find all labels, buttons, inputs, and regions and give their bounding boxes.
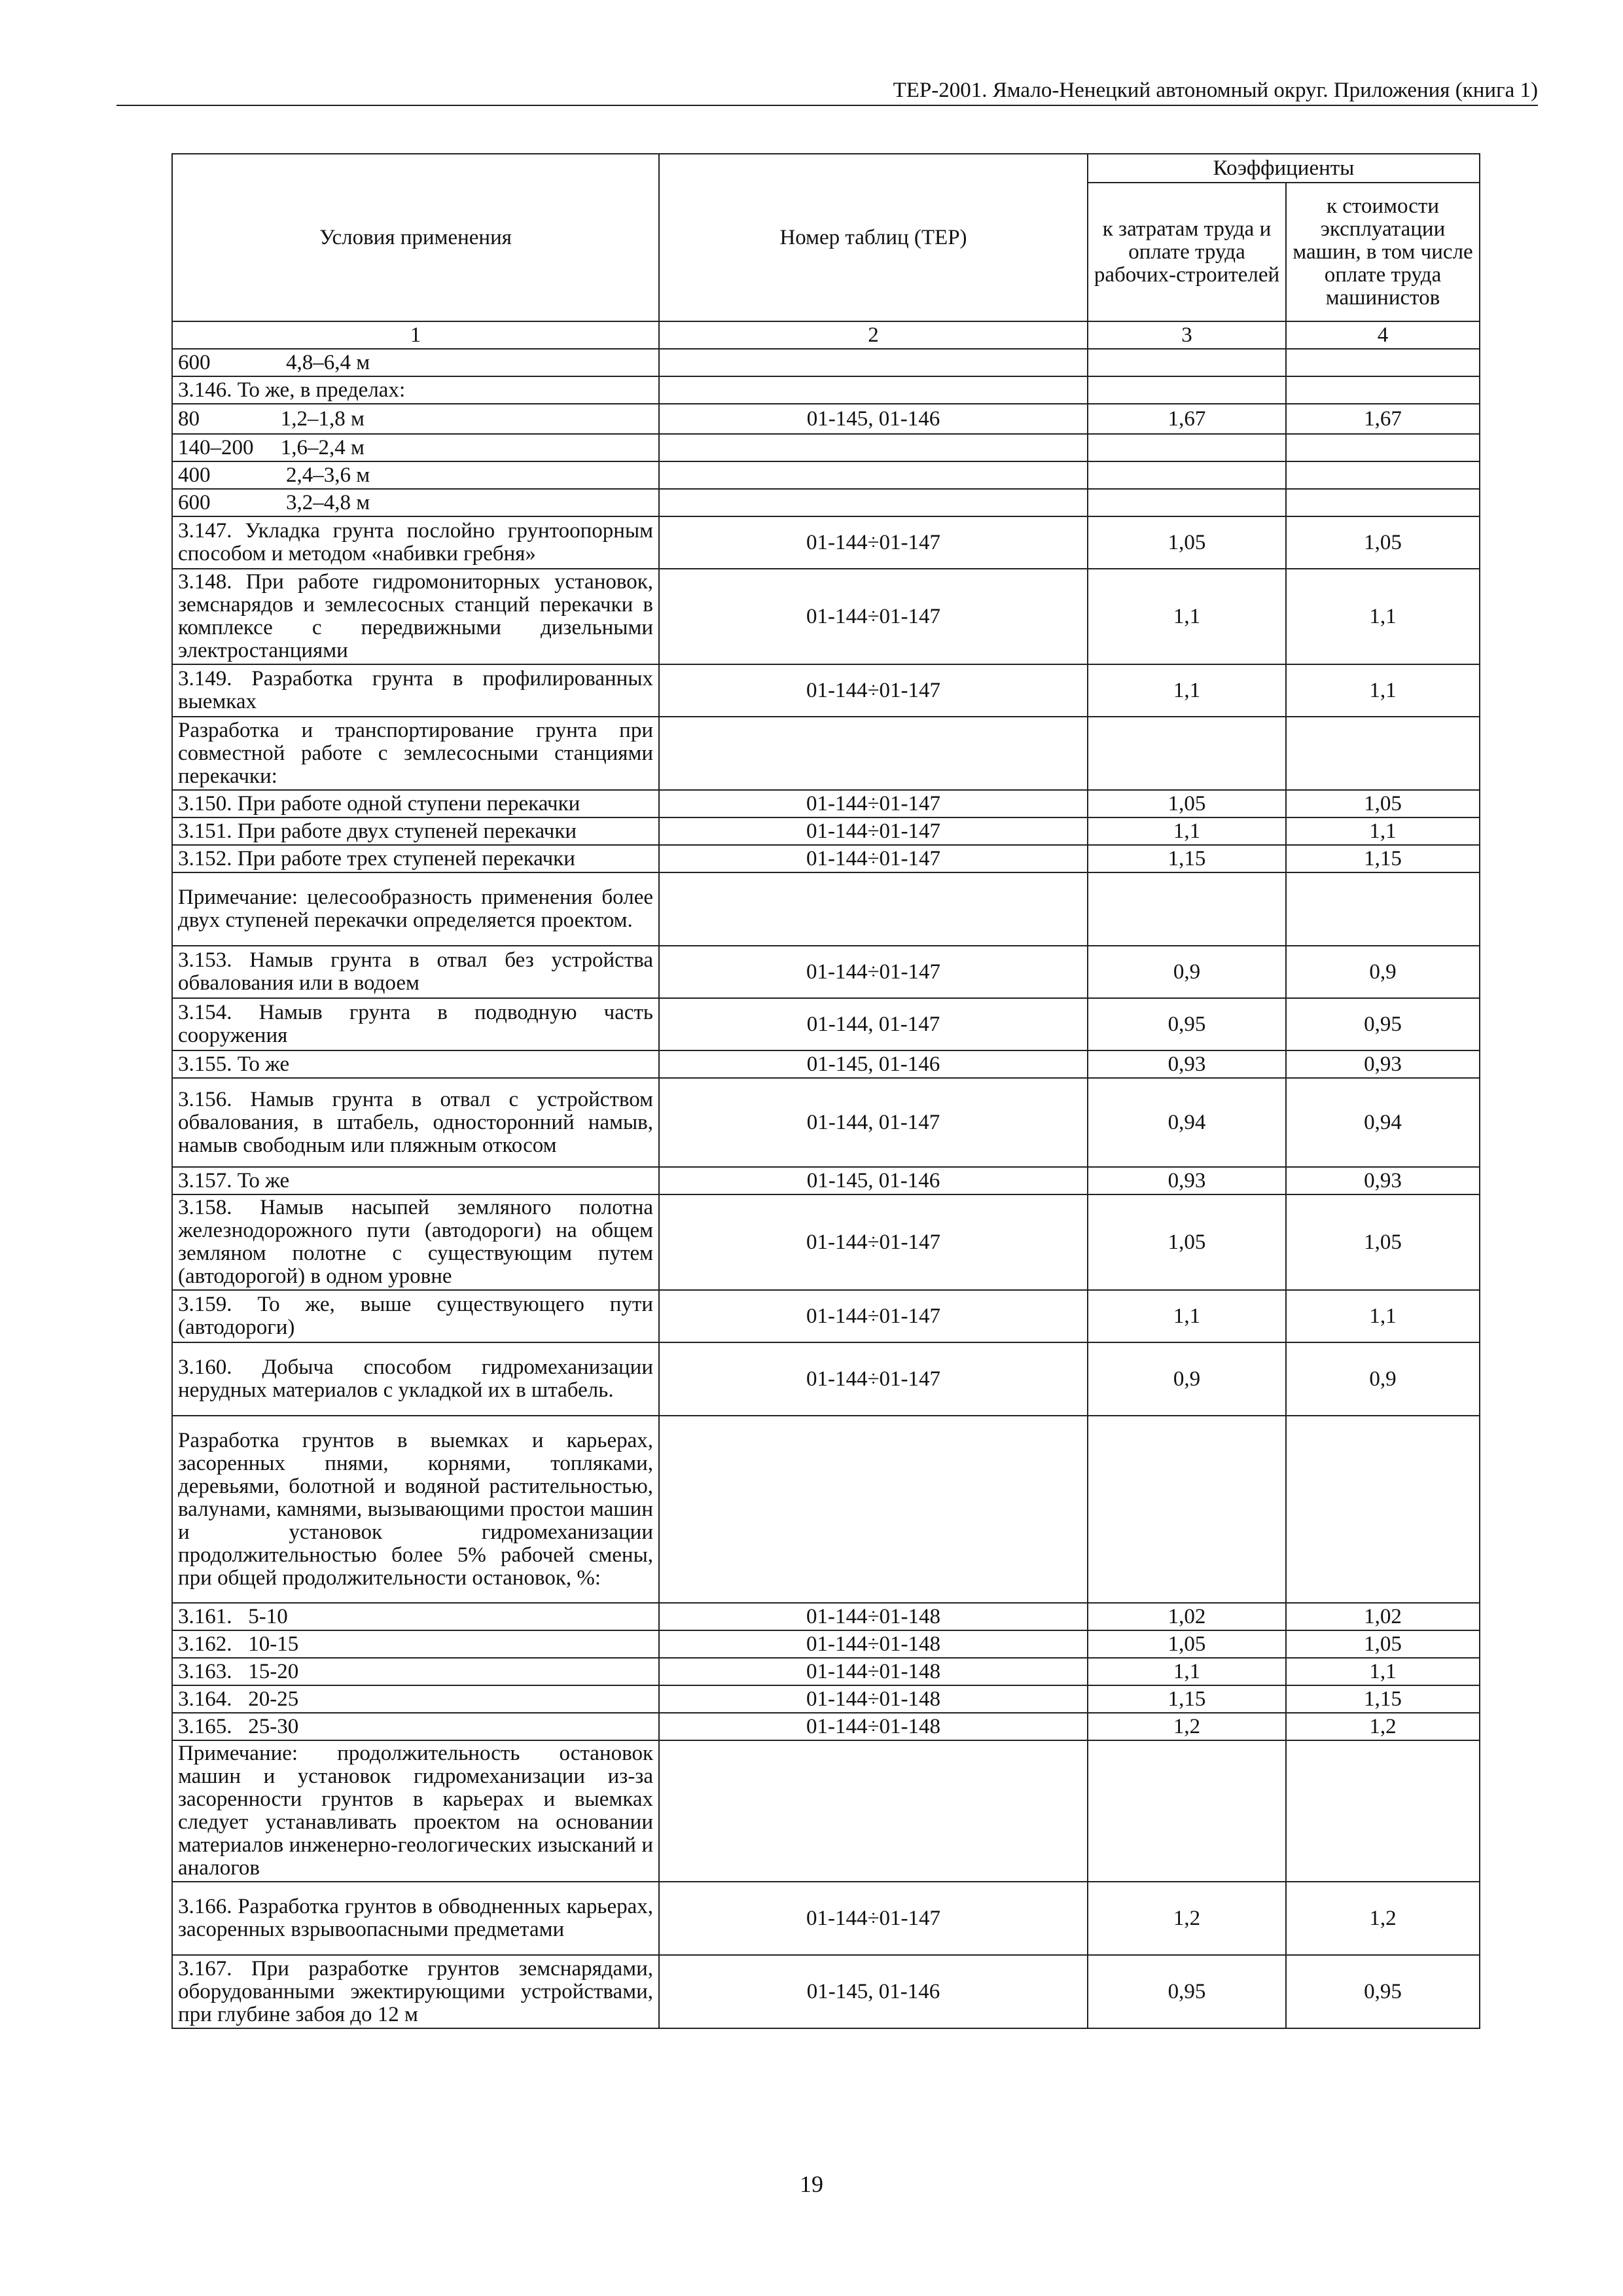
machine-coefficient-cell: 0,95 bbox=[1286, 1955, 1480, 2028]
machine-coefficient-cell: 1,2 bbox=[1286, 1713, 1480, 1740]
condition-cell: 3.159. То же, выше существующего пути (автодороги) bbox=[172, 1290, 659, 1342]
table-number-cell: 01-144÷01-148 bbox=[659, 1685, 1088, 1713]
table-row bbox=[172, 569, 1480, 664]
header-machines: к стоимости эксплуатации машин, в том числе оплате труда машинистов bbox=[1286, 183, 1480, 321]
condition-cell: 3.153. Намыв грунта в отвал без устройства обвалования или в водоем bbox=[172, 946, 659, 998]
table-row bbox=[172, 1194, 1480, 1290]
table-row bbox=[172, 664, 1480, 717]
column-number-1: 1 bbox=[172, 321, 659, 349]
table-number-cell: 01-144÷01-147 bbox=[659, 516, 1088, 569]
machine-coefficient-cell bbox=[1286, 1416, 1480, 1603]
header-coefficients: Коэффициенты bbox=[1088, 154, 1480, 183]
table-row bbox=[172, 376, 1480, 404]
condition-cell: 3.146. То же, в пределах: bbox=[172, 376, 659, 404]
table-number-cell: 01-144÷01-147 bbox=[659, 569, 1088, 664]
labor-coefficient-cell: 1,05 bbox=[1088, 790, 1286, 817]
condition-cell: 3.149. Разработка грунта в профилированных выемках bbox=[172, 664, 659, 717]
table-number-cell: 01-144÷01-147 bbox=[659, 664, 1088, 717]
column-number-4: 4 bbox=[1286, 321, 1480, 349]
labor-coefficient-cell: 1,2 bbox=[1088, 1882, 1286, 1955]
labor-coefficient-cell: 1,02 bbox=[1088, 1603, 1286, 1630]
table-row bbox=[172, 1050, 1480, 1078]
table-row bbox=[172, 998, 1480, 1050]
machine-coefficient-cell: 0,94 bbox=[1286, 1078, 1480, 1167]
labor-coefficient-cell: 1,1 bbox=[1088, 1658, 1286, 1685]
labor-coefficient-cell: 1,1 bbox=[1088, 817, 1286, 845]
machine-coefficient-cell: 1,05 bbox=[1286, 790, 1480, 817]
machine-coefficient-cell bbox=[1286, 717, 1480, 790]
table-row bbox=[172, 1167, 1480, 1194]
table-row bbox=[172, 845, 1480, 872]
labor-coefficient-cell: 1,2 bbox=[1088, 1713, 1286, 1740]
machine-coefficient-cell: 0,93 bbox=[1286, 1167, 1480, 1194]
condition-cell: 3.166. Разработка грунтов в обводненных карьерах, засоренных взрывоопасными предметами bbox=[172, 1882, 659, 1955]
machine-coefficient-cell: 1,05 bbox=[1286, 1194, 1480, 1290]
machine-coefficient-cell: 1,1 bbox=[1286, 1290, 1480, 1342]
condition-cell: 3.148. При работе гидромониторных установок, земснарядов и землесосных станций перекачки в комплексе с передвижными дизельными электростанциями bbox=[172, 569, 659, 664]
table-number-cell: 01-145, 01-146 bbox=[659, 1050, 1088, 1078]
table-row bbox=[172, 461, 1480, 489]
condition-cell: 600 4,8–6,4 м bbox=[172, 349, 659, 376]
table-row bbox=[172, 1342, 1480, 1416]
condition-cell: 600 3,2–4,8 м bbox=[172, 489, 659, 516]
machine-coefficient-cell: 1,15 bbox=[1286, 845, 1480, 872]
labor-coefficient-cell bbox=[1088, 376, 1286, 404]
labor-coefficient-cell bbox=[1088, 434, 1286, 461]
labor-coefficient-cell: 1,1 bbox=[1088, 1290, 1286, 1342]
machine-coefficient-cell: 0,9 bbox=[1286, 1342, 1480, 1416]
condition-cell: Примечание: целесообразность применения более двух ступеней перекачки определяется проектом. bbox=[172, 872, 659, 946]
table-number-cell: 01-144÷01-147 bbox=[659, 1882, 1088, 1955]
table-number-cell: 01-144÷01-148 bbox=[659, 1630, 1088, 1658]
machine-coefficient-cell: 1,2 bbox=[1286, 1882, 1480, 1955]
labor-coefficient-cell: 1,1 bbox=[1088, 569, 1286, 664]
table-row bbox=[172, 349, 1480, 376]
labor-coefficient-cell: 0,93 bbox=[1088, 1167, 1286, 1194]
machine-coefficient-cell: 0,95 bbox=[1286, 998, 1480, 1050]
condition-cell: 3.151. При работе двух ступеней перекачки bbox=[172, 817, 659, 845]
table-number-cell bbox=[659, 1740, 1088, 1882]
condition-cell: 3.163. 15-20 bbox=[172, 1658, 659, 1685]
labor-coefficient-cell: 0,95 bbox=[1088, 998, 1286, 1050]
table-row bbox=[172, 1630, 1480, 1658]
labor-coefficient-cell bbox=[1088, 349, 1286, 376]
condition-cell: 3.162. 10-15 bbox=[172, 1630, 659, 1658]
condition-cell: 3.161. 5-10 bbox=[172, 1603, 659, 1630]
machine-coefficient-cell: 0,9 bbox=[1286, 946, 1480, 998]
labor-coefficient-cell: 1,05 bbox=[1088, 516, 1286, 569]
table-row bbox=[172, 717, 1480, 790]
condition-cell: Разработка и транспортирование грунта при совместной работе с землесосными станциями перекачки: bbox=[172, 717, 659, 790]
table-row bbox=[172, 1740, 1480, 1882]
table-row bbox=[172, 790, 1480, 817]
labor-coefficient-cell: 0,9 bbox=[1088, 946, 1286, 998]
condition-cell: 3.165. 25-30 bbox=[172, 1713, 659, 1740]
table-number-cell: 01-144÷01-147 bbox=[659, 817, 1088, 845]
machine-coefficient-cell: 1,05 bbox=[1286, 516, 1480, 569]
condition-cell: 3.164. 20-25 bbox=[172, 1685, 659, 1713]
table-number-cell bbox=[659, 349, 1088, 376]
table-row bbox=[172, 817, 1480, 845]
coefficients-table bbox=[171, 153, 1480, 2029]
labor-coefficient-cell: 1,15 bbox=[1088, 845, 1286, 872]
machine-coefficient-cell bbox=[1286, 489, 1480, 516]
labor-coefficient-cell bbox=[1088, 461, 1286, 489]
table-row bbox=[172, 516, 1480, 569]
machine-coefficient-cell: 1,67 bbox=[1286, 404, 1480, 434]
table-number-cell bbox=[659, 489, 1088, 516]
condition-cell: 3.154. Намыв грунта в подводную часть сооружения bbox=[172, 998, 659, 1050]
table-body bbox=[172, 349, 1480, 2028]
labor-coefficient-cell bbox=[1088, 1416, 1286, 1603]
table-row bbox=[172, 946, 1480, 998]
table-number-cell: 01-144÷01-147 bbox=[659, 1194, 1088, 1290]
table-number-cell: 01-144÷01-147 bbox=[659, 1290, 1088, 1342]
machine-coefficient-cell: 1,15 bbox=[1286, 1685, 1480, 1713]
table-number-cell bbox=[659, 461, 1088, 489]
condition-cell: Разработка грунтов в выемках и карьерах, засоренных пнями, корнями, топляками, деревьями, болотной и водяной растительностью, валунами, камнями, вызывающими простои машин и установок гидромеханизации продолжительностью более 5% рабочей смены, при общей продолжительности остановок, %: bbox=[172, 1416, 659, 1603]
table-number-cell: 01-144÷01-148 bbox=[659, 1603, 1088, 1630]
table-number-cell bbox=[659, 872, 1088, 946]
machine-coefficient-cell: 1,1 bbox=[1286, 664, 1480, 717]
table-row bbox=[172, 1078, 1480, 1167]
table-number-cell: 01-144÷01-148 bbox=[659, 1658, 1088, 1685]
condition-cell: 80 1,2–1,8 м bbox=[172, 404, 659, 434]
page-number: 19 bbox=[800, 2171, 823, 2197]
machine-coefficient-cell bbox=[1286, 1740, 1480, 1882]
table-row bbox=[172, 1290, 1480, 1342]
table-number-cell: 01-144÷01-147 bbox=[659, 1342, 1088, 1416]
labor-coefficient-cell: 0,94 bbox=[1088, 1078, 1286, 1167]
labor-coefficient-cell: 0,93 bbox=[1088, 1050, 1286, 1078]
condition-cell: 3.157. То же bbox=[172, 1167, 659, 1194]
header-labor: к затратам труда и оплате труда рабочих-строителей bbox=[1088, 183, 1286, 321]
condition-cell: 3.156. Намыв грунта в отвал с устройством обвалования, в штабель, односторонний намыв, намыв свободным или пляжным откосом bbox=[172, 1078, 659, 1167]
table-row bbox=[172, 1685, 1480, 1713]
machine-coefficient-cell: 1,1 bbox=[1286, 817, 1480, 845]
table-row bbox=[172, 489, 1480, 516]
condition-cell: 3.155. То же bbox=[172, 1050, 659, 1078]
table-number-cell bbox=[659, 376, 1088, 404]
condition-cell: 3.152. При работе трех ступеней перекачки bbox=[172, 845, 659, 872]
machine-coefficient-cell bbox=[1286, 349, 1480, 376]
labor-coefficient-cell: 0,9 bbox=[1088, 1342, 1286, 1416]
table-number-cell bbox=[659, 434, 1088, 461]
condition-cell: 400 2,4–3,6 м bbox=[172, 461, 659, 489]
condition-cell: 3.167. При разработке грунтов земснарядами, оборудованными эжектирующими устройствами, при глубине забоя до 12 м bbox=[172, 1955, 659, 2028]
table-row bbox=[172, 1603, 1480, 1630]
column-number-3: 3 bbox=[1088, 321, 1286, 349]
labor-coefficient-cell bbox=[1088, 1740, 1286, 1882]
labor-coefficient-cell: 1,15 bbox=[1088, 1685, 1286, 1713]
machine-coefficient-cell bbox=[1286, 376, 1480, 404]
condition-cell: 3.158. Намыв насыпей земляного полотна железнодорожного пути (автодороги) на общем земляном полотне с существующим путем (автодорогой) в одном уровне bbox=[172, 1194, 659, 1290]
condition-cell: 3.147. Укладка грунта послойно грунтоопорным способом и методом «набивки гребня» bbox=[172, 516, 659, 569]
table-row bbox=[172, 434, 1480, 461]
machine-coefficient-cell: 1,02 bbox=[1286, 1603, 1480, 1630]
condition-cell: 3.150. При работе одной ступени перекачки bbox=[172, 790, 659, 817]
table-row bbox=[172, 404, 1480, 434]
labor-coefficient-cell bbox=[1088, 489, 1286, 516]
table-number-cell: 01-145, 01-146 bbox=[659, 404, 1088, 434]
table-number-cell: 01-144÷01-147 bbox=[659, 946, 1088, 998]
table-number-cell bbox=[659, 717, 1088, 790]
table-row bbox=[172, 1658, 1480, 1685]
table-number-cell: 01-145, 01-146 bbox=[659, 1167, 1088, 1194]
table-number-cell: 01-144÷01-148 bbox=[659, 1713, 1088, 1740]
table-row bbox=[172, 1416, 1480, 1603]
machine-coefficient-cell bbox=[1286, 434, 1480, 461]
machine-coefficient-cell: 1,1 bbox=[1286, 1658, 1480, 1685]
table-row bbox=[172, 1955, 1480, 2028]
table-number-cell: 01-144÷01-147 bbox=[659, 790, 1088, 817]
machine-coefficient-cell: 1,1 bbox=[1286, 569, 1480, 664]
column-number-2: 2 bbox=[659, 321, 1088, 349]
labor-coefficient-cell: 0,95 bbox=[1088, 1955, 1286, 2028]
table-number-cell: 01-145, 01-146 bbox=[659, 1955, 1088, 2028]
header-title: ТЕР-2001. Ямало-Ненецкий автономный округ. Приложения (книга 1) bbox=[893, 79, 1538, 102]
labor-coefficient-cell: 1,05 bbox=[1088, 1630, 1286, 1658]
labor-coefficient-cell: 1,1 bbox=[1088, 664, 1286, 717]
labor-coefficient-cell bbox=[1088, 717, 1286, 790]
labor-coefficient-cell bbox=[1088, 872, 1286, 946]
condition-cell: Примечание: продолжительность остановок машин и установок гидромеханизации из-за засоренности грунтов в карьерах и выемках следует устанавливать проектом на основании материалов инженерно-геологических изысканий и аналогов bbox=[172, 1740, 659, 1882]
table-number-cell: 01-144÷01-147 bbox=[659, 845, 1088, 872]
header-table-number: Номер таблиц (ТЕР) bbox=[659, 154, 1088, 321]
table-row bbox=[172, 872, 1480, 946]
condition-cell: 140–200 1,6–2,4 м bbox=[172, 434, 659, 461]
machine-coefficient-cell: 1,05 bbox=[1286, 1630, 1480, 1658]
condition-cell: 3.160. Добыча способом гидромеханизации нерудных материалов с укладкой их в штабель. bbox=[172, 1342, 659, 1416]
table-number-cell: 01-144, 01-147 bbox=[659, 998, 1088, 1050]
machine-coefficient-cell bbox=[1286, 461, 1480, 489]
labor-coefficient-cell: 1,67 bbox=[1088, 404, 1286, 434]
machine-coefficient-cell bbox=[1286, 872, 1480, 946]
labor-coefficient-cell: 1,05 bbox=[1088, 1194, 1286, 1290]
page-header bbox=[116, 77, 1538, 106]
table-row bbox=[172, 1882, 1480, 1955]
table-number-cell: 01-144, 01-147 bbox=[659, 1078, 1088, 1167]
machine-coefficient-cell: 0,93 bbox=[1286, 1050, 1480, 1078]
table-row bbox=[172, 1713, 1480, 1740]
table-number-cell bbox=[659, 1416, 1088, 1603]
header-conditions: Условия применения bbox=[172, 154, 659, 321]
